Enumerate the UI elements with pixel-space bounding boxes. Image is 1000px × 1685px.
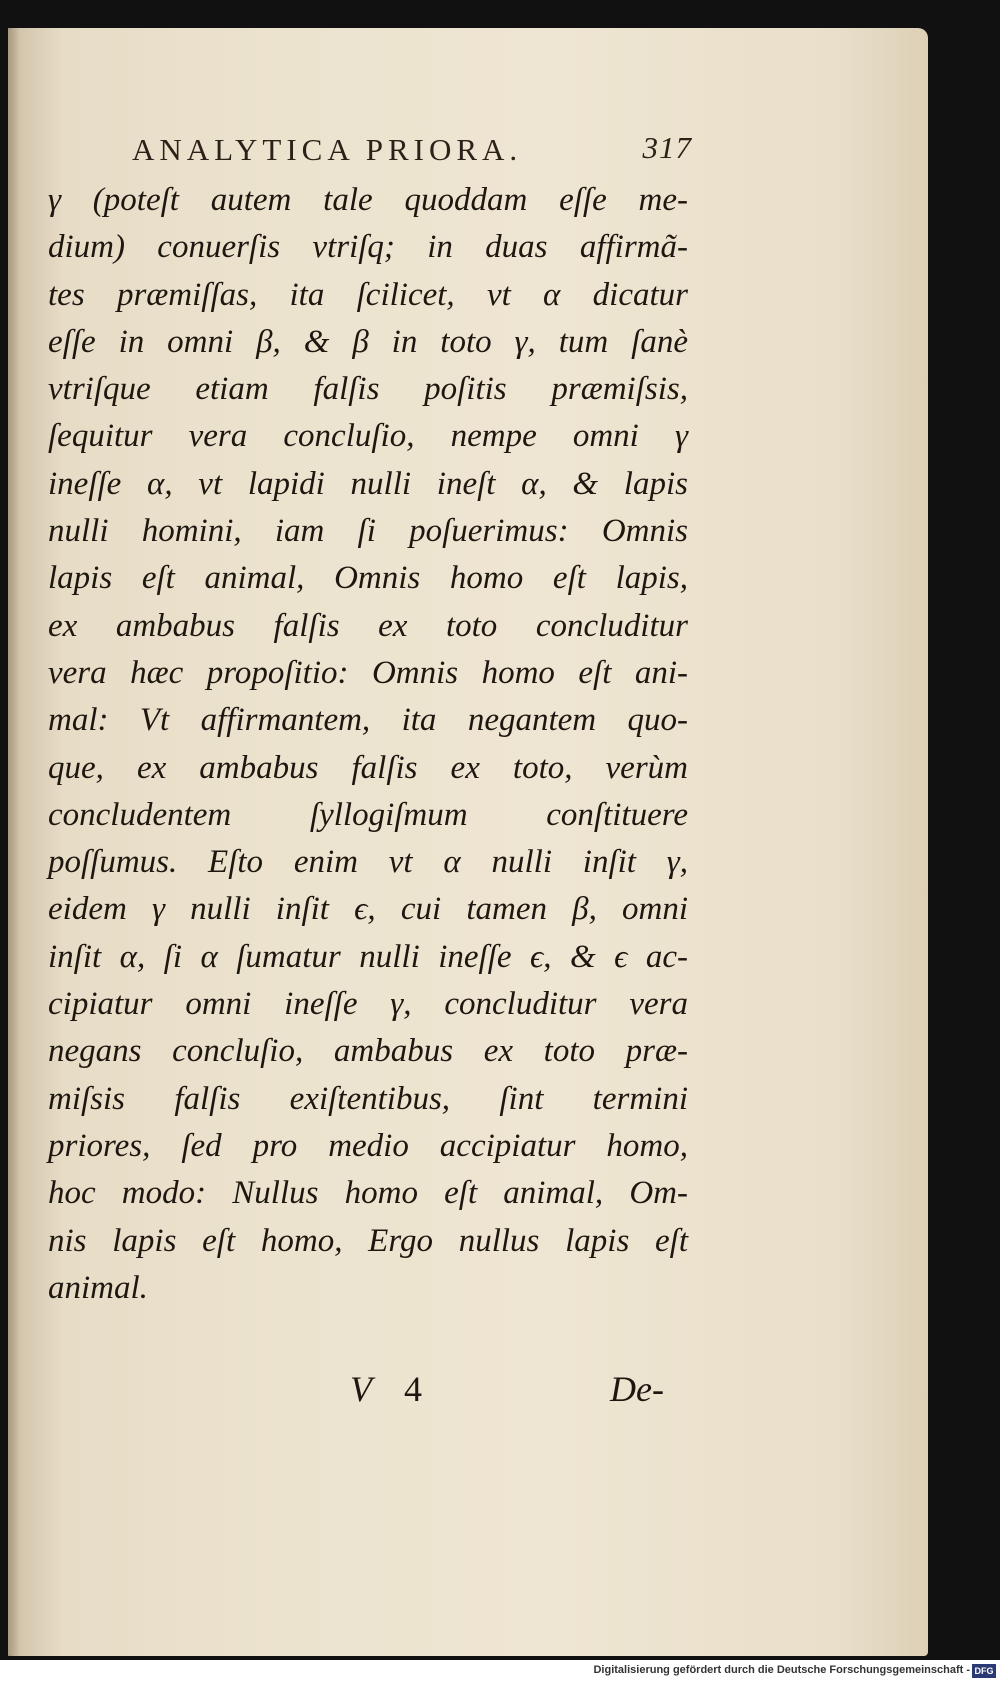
text-line: ex ambabus falſis ex toto concluditur xyxy=(48,607,688,644)
text-line: animal. xyxy=(48,1269,148,1306)
text-line: lapis eſt animal, Omnis homo eſt lapis, xyxy=(48,560,688,597)
text-line: negans concluſio, ambabus ex toto præ- xyxy=(48,1033,688,1070)
footer-bar xyxy=(0,1660,1000,1685)
signature-mark xyxy=(350,1368,422,1410)
text-line: hoc modo: Nullus homo eſt animal, Om- xyxy=(48,1175,688,1212)
catchword: De- xyxy=(610,1369,664,1409)
signature-number: 4 xyxy=(404,1369,422,1409)
dfg-logo-icon: DFG xyxy=(972,1664,996,1678)
text-line: ineſſe α, vt lapidi nulli ineſt α, & lapis xyxy=(48,465,688,502)
text-line: que, ex ambabus falſis ex toto, verùm xyxy=(48,749,688,786)
text-line: γ (poteſt autem tale quoddam eſſe me- xyxy=(48,182,688,218)
text-line: vtriſque etiam falſis poſitis præmiſsis, xyxy=(48,371,688,408)
text-line: priores, ſed pro medio accipiatur homo, xyxy=(48,1127,688,1164)
running-head xyxy=(132,132,692,182)
footer-credit: Digitalisierung gefördert durch die Deutsche Forschungsgemeinschaft - xyxy=(593,1664,970,1676)
text-line: cipiatur omni ineſſe γ, concluditur vera xyxy=(48,986,688,1023)
text-line: vera hæc propoſitio: Omnis homo eſt ani- xyxy=(48,654,688,691)
page-number: 317 xyxy=(642,130,692,165)
text-line: nis lapis eſt homo, Ergo nullus lapis eſt xyxy=(48,1222,688,1259)
text-line: nulli homini, iam ſi poſuerimus: Omnis xyxy=(48,513,688,550)
signature-letter: V xyxy=(350,1369,372,1409)
text-line: miſsis falſis exiſtentibus, ſint termini xyxy=(48,1080,688,1117)
text-line: ſequitur vera concluſio, nempe omni γ xyxy=(48,418,688,455)
text-line: poſſumus. Eſto enim vt α nulli inſit γ, xyxy=(48,844,688,881)
page-gutter-shadow xyxy=(8,28,20,1656)
text-line: inſit α, ſi α ſumatur nulli ineſſe ϵ, & ϵ ac- xyxy=(48,938,688,975)
text-line: eidem γ nulli inſit ϵ, cui tamen β, omni xyxy=(48,891,688,928)
text-line: concludentem ſyllogiſmum conſtituere xyxy=(48,796,688,833)
running-head-title: ANALYTICA PRIORA. xyxy=(132,132,523,167)
text-line: eſſe in omni β, & β in toto γ, tum ſanè xyxy=(48,323,688,360)
text-line: tes præmiſſas, ita ſcilicet, vt α dicatur xyxy=(48,276,688,313)
body-text xyxy=(48,177,688,1312)
text-line: dium) conuerſis vtriſq; in duas affirmã- xyxy=(48,229,688,266)
text-line: mal: Vt affirmantem, ita negantem quo- xyxy=(48,702,688,739)
